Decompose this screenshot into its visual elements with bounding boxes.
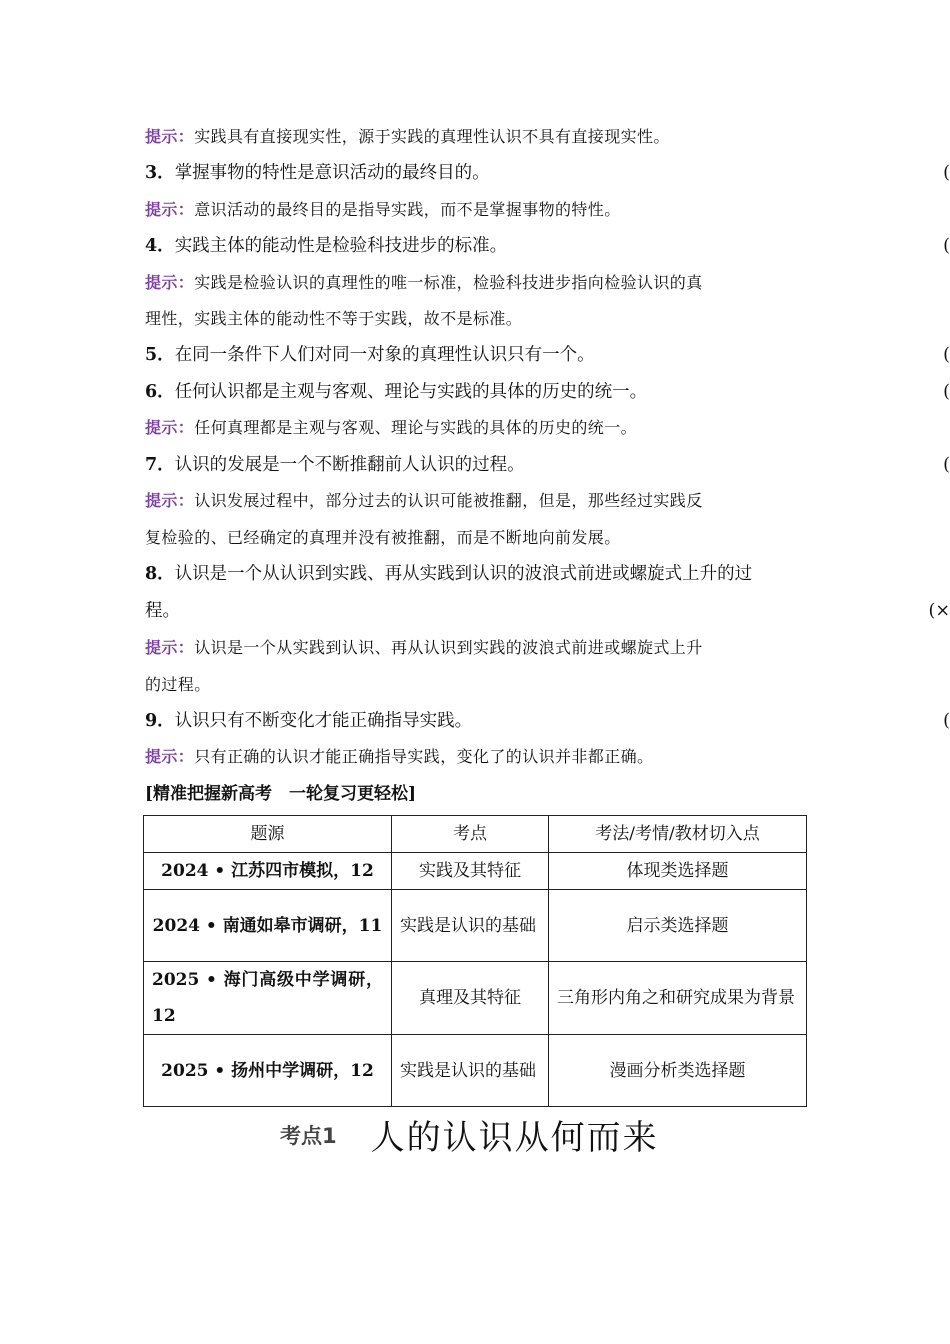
hint-line (145, 410, 950, 446)
question-number: 4． (145, 236, 175, 256)
table-cell-topic: 实践是认识的基础 (392, 890, 549, 962)
hint-text: 复检验的、已经确定的真理并没有被推翻，而是不断地向前发展。 (145, 528, 621, 547)
table-cell-topic: 实践是认识的基础 (392, 1035, 549, 1107)
hint-line-continued (145, 301, 950, 337)
hint-line-continued (145, 667, 950, 703)
table-row (144, 853, 807, 890)
hint-text: 只有正确的认识才能正确指导实践，变化了的认识并非都正确。 (194, 747, 654, 766)
question-text: 在同一条件下人们对同一对象的真理性认识只有一个。 (174, 345, 595, 365)
answer-mark: ( (943, 711, 950, 731)
hint-label: 提示： (145, 127, 195, 146)
table-cell-source: 2025 • 海门高级中学调研，12 (144, 962, 392, 1035)
hint-text: 理性，实践主体的能动性不等于实践，故不是标准。 (145, 309, 523, 328)
table-cell-source: 2024 • 江苏四市模拟，12 (144, 853, 392, 890)
hint-text: 认识是一个从实践到认识、再从认识到实践的波浪式前进或螺旋式上升 (194, 638, 703, 657)
question-number: 6． (145, 382, 175, 402)
table-cell-approach: 体现类选择题 (549, 853, 807, 890)
table-row (144, 1035, 807, 1107)
question-9 (145, 703, 950, 739)
hint-label: 提示： (145, 418, 195, 437)
hint-text: 任何真理都是主观与客观、理论与实践的具体的历史的统一。 (194, 418, 638, 437)
hint-text: 实践具有直接现实性，源于实践的真理性认识不具有直接现实性。 (194, 127, 670, 146)
question-4 (145, 228, 950, 264)
answer-mark: ( (943, 236, 950, 256)
table-header-cell: 考法/考情/教材切入点 (549, 816, 807, 853)
answer-mark: ( (943, 163, 950, 183)
table-cell-topic: 实践及其特征 (392, 853, 549, 890)
question-text: 认识是一个从认识到实践、再从实践到认识的波浪式前进或螺旋式上升的过 (174, 564, 753, 584)
hint-label: 提示： (145, 491, 195, 510)
table-row (144, 890, 807, 962)
table-cell-approach: 启示类选择题 (549, 890, 807, 962)
hint-line (145, 119, 950, 155)
table-cell-topic: 真理及其特征 (392, 962, 549, 1035)
answer-mark: (× (928, 601, 950, 621)
hint-line (145, 483, 950, 519)
question-7 (145, 447, 950, 483)
hint-text: 意识活动的最终目的是指导实践，而不是掌握事物的特性。 (194, 200, 621, 219)
table-row (144, 962, 807, 1035)
table-cell-source: 2025 • 扬州中学调研，12 (144, 1035, 392, 1107)
hint-line-continued (145, 520, 950, 556)
question-number: 8． (145, 564, 175, 584)
section-heading: [精准把握新高考 一轮复习更轻松] (145, 784, 417, 804)
question-number: 5． (145, 345, 175, 365)
hint-line (145, 630, 950, 666)
hint-line (145, 192, 950, 228)
question-text: 认识只有不断变化才能正确指导实践。 (174, 711, 473, 731)
question-number: 3． (145, 163, 175, 183)
kaodian-heading (280, 1110, 659, 1156)
hint-label: 提示： (145, 200, 195, 219)
hint-text: 实践是检验认识的真理性的唯一标准，检验科技进步指向检验认识的真 (194, 273, 703, 292)
question-text: 任何认识都是主观与客观、理论与实践的具体的历史的统一。 (174, 382, 648, 402)
question-number: 7． (145, 455, 175, 475)
kaodian-title: 人的认识从何而来 (370, 1118, 659, 1158)
question-3 (145, 155, 950, 191)
hint-label: 提示： (145, 273, 195, 292)
hint-text: 的过程。 (145, 675, 211, 694)
question-text: 掌握事物的特性是意识活动的最终目的。 (174, 163, 490, 183)
question-6 (145, 374, 950, 410)
answer-mark: ( (943, 345, 950, 365)
question-text: 程。 (145, 601, 180, 621)
question-8 (145, 556, 950, 592)
answer-mark: ( (943, 455, 950, 475)
source-table (143, 815, 807, 1107)
answer-mark: ( (943, 382, 950, 402)
question-text: 认识的发展是一个不断推翻前人认识的过程。 (174, 455, 525, 475)
table-header-cell: 题源 (144, 816, 392, 853)
hint-line (145, 739, 950, 775)
hint-text: 认识发展过程中，部分过去的认识可能被推翻，但是，那些经过实践反 (194, 491, 703, 510)
table-cell-approach: 漫画分析类选择题 (549, 1035, 807, 1107)
hint-label: 提示： (145, 638, 195, 657)
hint-line (145, 265, 950, 301)
question-5 (145, 337, 950, 373)
table-header-cell: 考点 (392, 816, 549, 853)
table-header-row (144, 816, 807, 853)
table-cell-approach: 三角形内角之和研究成果为背景 (549, 962, 807, 1035)
question-8-continued (145, 593, 950, 629)
hint-label: 提示： (145, 747, 195, 766)
question-number: 9． (145, 711, 175, 731)
table-cell-source: 2024 • 南通如皋市调研，11 (144, 890, 392, 962)
kaodian-tag: 考点1 (280, 1123, 337, 1148)
question-text: 实践主体的能动性是检验科技进步的标准。 (174, 236, 508, 256)
